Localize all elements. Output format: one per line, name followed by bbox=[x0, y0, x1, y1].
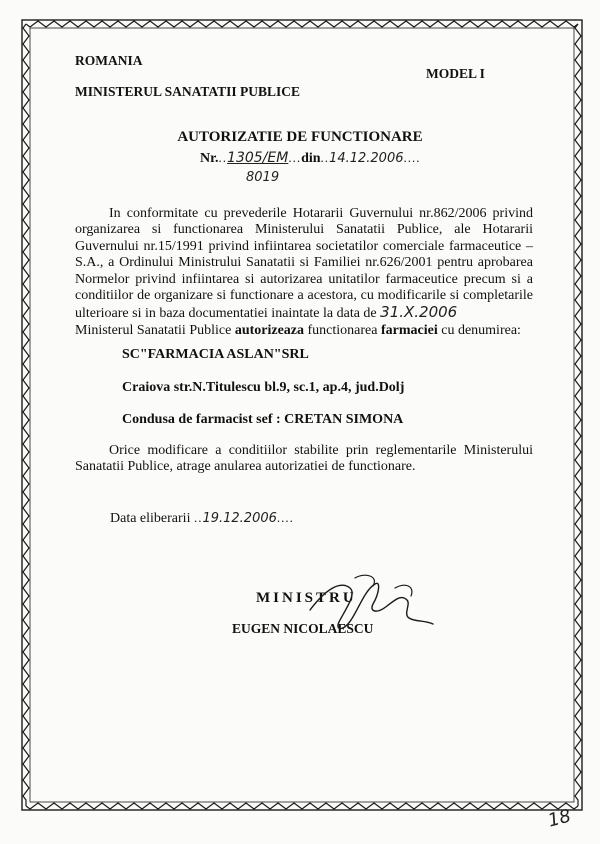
nr-label: Nr. bbox=[200, 151, 219, 166]
model-label: MODEL I bbox=[426, 66, 485, 81]
signatory-title: MINISTRU bbox=[256, 590, 357, 606]
nr-handwritten: 1305/EM bbox=[227, 150, 289, 166]
document-title: AUTORIZATIE DE FUNCTIONARE bbox=[177, 129, 423, 145]
company-name: SC"FARMACIA ASLAN"SRL bbox=[122, 347, 309, 362]
handwritten-signature bbox=[295, 570, 445, 640]
ministry-label: MINISTERUL SANATATII PUBLICE bbox=[75, 84, 301, 99]
main-paragraph-text: In conformitate cu prevederile Hotararii Guvernului nr.862/2006 privind organizarea si functionarea Ministerului Sanatatii Publice, ale Hotararii Guvernului nr.15/1991 privind infiintarea societatilor comerciale farmaceutice – S.A., a Ordinului Ministrului Sanatatii si Familiei nr.626/2001 pentru aprobarea Normelor privind infiintarea si autorizarea unitatilor farmaceutice precum si a conditiilor de organizare si functionare a acestora, cu modificarile si completarile ulterioare si in baza documentatiei inaintate la data de bbox=[75, 206, 533, 322]
issue-date-label: Data eliberarii bbox=[110, 511, 191, 526]
authorization-number-line: Nr...1305/EM...din..14.12.2006.... bbox=[200, 150, 421, 166]
issue-date-line: Data eliberarii ..19.12.2006.... bbox=[110, 510, 294, 526]
company-address: Craiova str.N.Titulescu bl.9, sc.1, ap.4, jud.Dolj bbox=[122, 380, 405, 395]
din-handwritten: 14.12.2006 bbox=[329, 151, 404, 166]
border-zigzag bbox=[26, 803, 578, 809]
issue-date-handwritten: 19.12.2006 bbox=[202, 511, 277, 526]
din-label: din bbox=[301, 151, 321, 166]
country-label: ROMANIA bbox=[75, 53, 143, 68]
sub-number-handwritten: 8019 bbox=[246, 170, 280, 185]
signatory-name: EUGEN NICOLAESCU bbox=[232, 621, 374, 636]
page-mark-handwritten: 18 bbox=[545, 805, 574, 832]
border-zigzag bbox=[26, 21, 578, 27]
modification-paragraph: Orice modificare a conditiilor stabilite prin reglementarile Ministerului Sanatatii Publice, atrage anularea autorizatiei de functionare. bbox=[75, 443, 533, 475]
pharmacist-line: Condusa de farmacist sef : CRETAN SIMONA bbox=[122, 412, 404, 427]
submission-date-handwritten: 31.X.2006 bbox=[380, 303, 458, 322]
main-paragraph: In conformitate cu prevederile Hotararii Guvernului nr.862/2006 privind organizarea si functionarea Ministerului Sanatatii Publice, ale Hotararii Guvernului nr.15/1991 privind infiintarea societatilor comerciale farmaceutice – S.A., a Ordinului Ministrului Sanatatii si Familiei nr.626/2001 pentru aprobarea Normelor privind infiintarea si autorizarea unitatilor farmaceutice precum si a conditiilor de organizare si functionare a acestora, cu modificarile si completarile ulterioare si in baza documentatiei inaintate la data de 31.X.2006 Ministerul Sanatatii Publice autorizeaza functionarea farmaciei cu denumirea: bbox=[75, 206, 533, 338]
